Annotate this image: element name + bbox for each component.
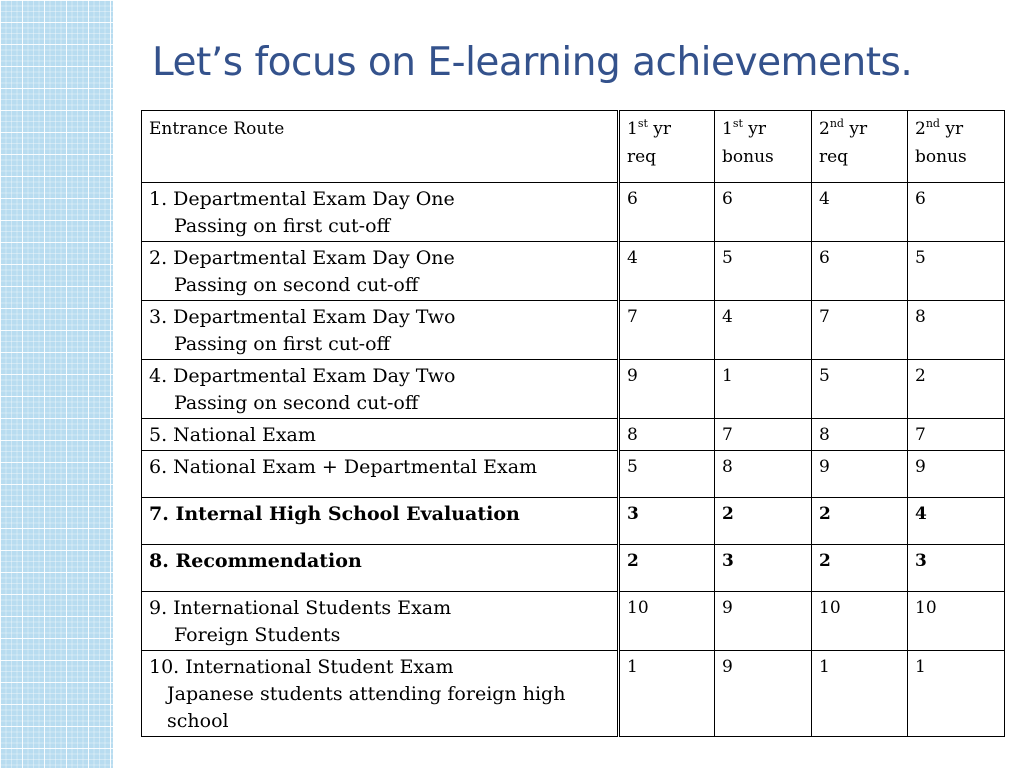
route-cell: 4. Departmental Exam Day Two Passing on second cut-off: [142, 360, 619, 419]
value-cell: 3: [715, 545, 812, 592]
value-cell: 2: [715, 498, 812, 545]
table-row: [142, 651, 1005, 737]
value-cell: 2: [619, 545, 715, 592]
value-cell: 5: [715, 242, 812, 301]
table-row: [142, 242, 1005, 301]
header-2nd-yr-bonus: 2nd yr bonus: [908, 111, 1005, 183]
route-cell: 6. National Exam + Departmental Exam: [142, 451, 619, 498]
table-row: [142, 498, 1005, 545]
value-cell: 9: [908, 451, 1005, 498]
value-cell: 3: [619, 498, 715, 545]
header-entrance-route: Entrance Route: [142, 111, 619, 183]
table-header-row: [142, 111, 1005, 183]
value-cell: 1: [812, 651, 908, 737]
value-cell: 10: [619, 592, 715, 651]
value-cell: 8: [908, 301, 1005, 360]
value-cell: 4: [908, 498, 1005, 545]
route-cell: 10. International Student Exam Japanese students attending foreign high school: [142, 651, 619, 737]
value-cell: 1: [619, 651, 715, 737]
route-cell: 5. National Exam: [142, 419, 619, 451]
value-cell: 1: [908, 651, 1005, 737]
table-row: [142, 419, 1005, 451]
value-cell: 4: [715, 301, 812, 360]
value-cell: 6: [619, 183, 715, 242]
route-cell: 1. Departmental Exam Day One Passing on first cut-off: [142, 183, 619, 242]
value-cell: 10: [812, 592, 908, 651]
route-cell: 2. Departmental Exam Day One Passing on second cut-off: [142, 242, 619, 301]
value-cell: 5: [812, 360, 908, 419]
value-cell: 9: [812, 451, 908, 498]
header-1st-yr-req: 1st yr req: [619, 111, 715, 183]
value-cell: 3: [908, 545, 1005, 592]
value-cell: 7: [908, 419, 1005, 451]
route-cell: 7. Internal High School Evaluation: [142, 498, 619, 545]
value-cell: 9: [619, 360, 715, 419]
value-cell: 9: [715, 651, 812, 737]
value-cell: 9: [715, 592, 812, 651]
value-cell: 6: [715, 183, 812, 242]
table-row: [142, 451, 1005, 498]
table-row: [142, 360, 1005, 419]
value-cell: 2: [812, 498, 908, 545]
table-row: [142, 545, 1005, 592]
value-cell: 2: [908, 360, 1005, 419]
table-row: [142, 183, 1005, 242]
route-cell: 3. Departmental Exam Day Two Passing on first cut-off: [142, 301, 619, 360]
value-cell: 6: [908, 183, 1005, 242]
value-cell: 5: [619, 451, 715, 498]
value-cell: 4: [812, 183, 908, 242]
value-cell: 2: [812, 545, 908, 592]
route-cell: 8. Recommendation: [142, 545, 619, 592]
decorative-grid-strip: [0, 0, 113, 768]
value-cell: 5: [908, 242, 1005, 301]
value-cell: 6: [812, 242, 908, 301]
slide-title: Let’s focus on E-learning achievements.: [152, 40, 913, 85]
table-row: [142, 592, 1005, 651]
value-cell: 8: [812, 419, 908, 451]
value-cell: 4: [619, 242, 715, 301]
value-cell: 7: [619, 301, 715, 360]
route-cell: 9. International Students Exam Foreign Students: [142, 592, 619, 651]
header-1st-yr-bonus: 1st yr bonus: [715, 111, 812, 183]
value-cell: 7: [812, 301, 908, 360]
value-cell: 1: [715, 360, 812, 419]
value-cell: 10: [908, 592, 1005, 651]
entrance-route-table: [141, 110, 1005, 737]
value-cell: 8: [619, 419, 715, 451]
header-2nd-yr-req: 2nd yr req: [812, 111, 908, 183]
value-cell: 7: [715, 419, 812, 451]
value-cell: 8: [715, 451, 812, 498]
table-row: [142, 301, 1005, 360]
